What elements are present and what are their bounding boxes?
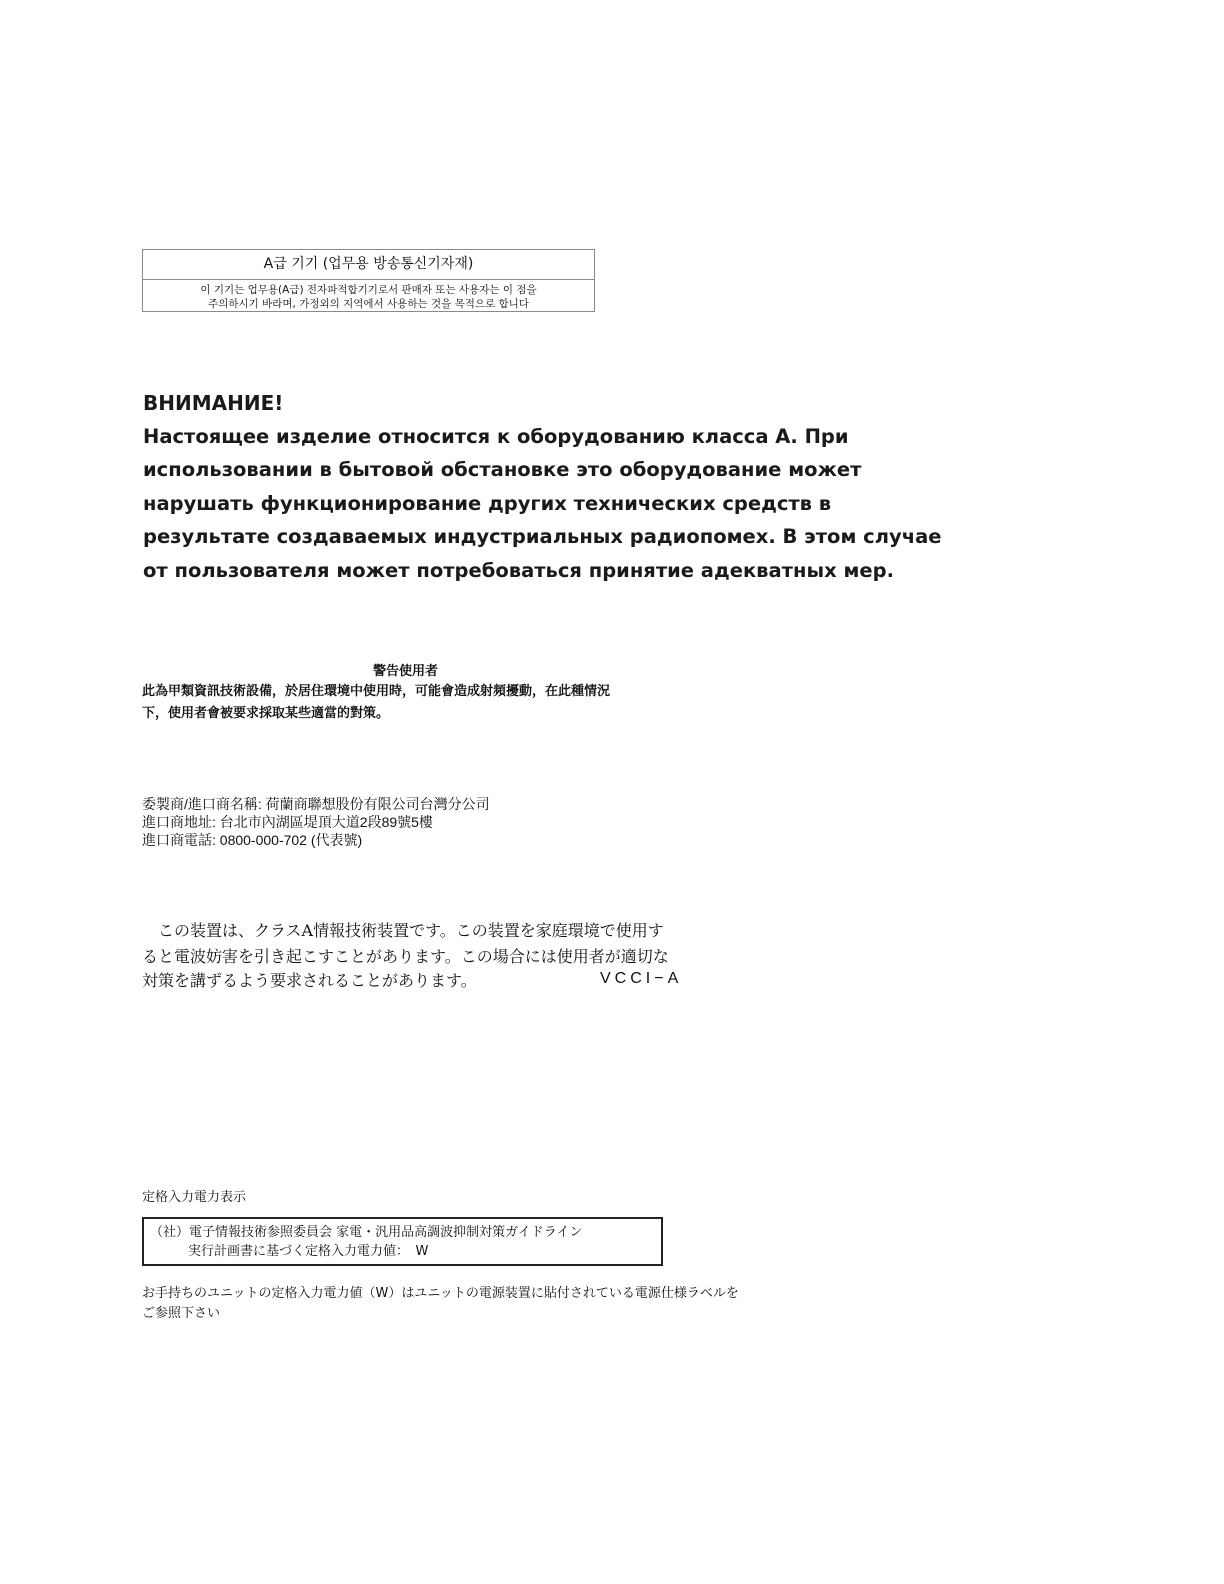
- importer-address: 進口商地址: 台北市內湖區堤頂大道2段89號5樓: [142, 814, 433, 830]
- vcci-notice-line: ると電波妨害を引き起こすことがあります。この場合には使用者が適切な: [142, 947, 669, 966]
- importer-phone: 進口商電話: 0800-000-702 (代表號): [142, 832, 363, 848]
- russian-notice-heading: ВНИМАНИЕ!: [143, 391, 284, 415]
- russian-notice-line: нарушать функционирование других технических средств в: [143, 492, 832, 515]
- rated-power-label: 定格入力電力表示: [142, 1190, 247, 1205]
- russian-notice-line: использовании в бытовой обстановке это оборудование может: [143, 458, 862, 481]
- rated-power-note-line: ご参照下さい: [142, 1306, 221, 1321]
- importer-name: 委製商/進口商名稱: 荷蘭商聯想股份有限公司台灣分公司: [142, 796, 490, 812]
- korean-notice-body: [143, 280, 594, 311]
- korean-notice-line: 주의하시기 바라며, 가정외의 지역에서 사용하는 것을 목적으로 합니다: [208, 298, 529, 310]
- korean-class-a-notice-box: [142, 249, 595, 312]
- vcci-notice-line: 対策を講ずるよう要求されることがあります。: [142, 971, 477, 990]
- rated-power-note-line: お手持ちのユニットの定格入力電力値（W）はユニットの電源装置に貼付されている電源仕様ラベルを: [142, 1286, 739, 1301]
- russian-notice-line: от пользователя может потребоваться принятие адекватных мер.: [143, 559, 894, 582]
- taiwan-notice-line: 此為甲類資訊技術設備，於居住環境中使用時，可能會造成射頻擾動，在此種情況: [142, 684, 611, 699]
- vcci-notice-line: この装置は、クラスA情報技術装置です。この装置を家庭環境で使用す: [142, 921, 664, 940]
- taiwan-notice-line: 下，使用者會被要求採取某些適當的對策。: [142, 706, 390, 721]
- rated-power-box: [142, 1217, 663, 1266]
- korean-notice-line: 이 기기는 업무용(A급) 전자파적합기기로서 판매자 또는 사용자는 이 점을: [200, 284, 537, 296]
- rated-power-box-line: 実行計画書に基づく定格入力電力値： W: [188, 1244, 429, 1259]
- korean-notice-title: A급 기기 (업무용 방송통신기자재): [143, 250, 594, 280]
- rated-power-box-line: （社）電子情報技術参照委員会 家電・汎用品高調波抑制対策ガイドライン: [150, 1225, 583, 1240]
- taiwan-notice-heading: 警告使用者: [373, 664, 439, 679]
- russian-notice-line: результате создаваемых индустриальных радиопомех. В этом случае: [143, 525, 942, 548]
- vcci-class-mark: VCCI−A: [600, 970, 683, 987]
- russian-notice-line: Настоящее изделие относится к оборудованию класса А. При: [143, 425, 849, 448]
